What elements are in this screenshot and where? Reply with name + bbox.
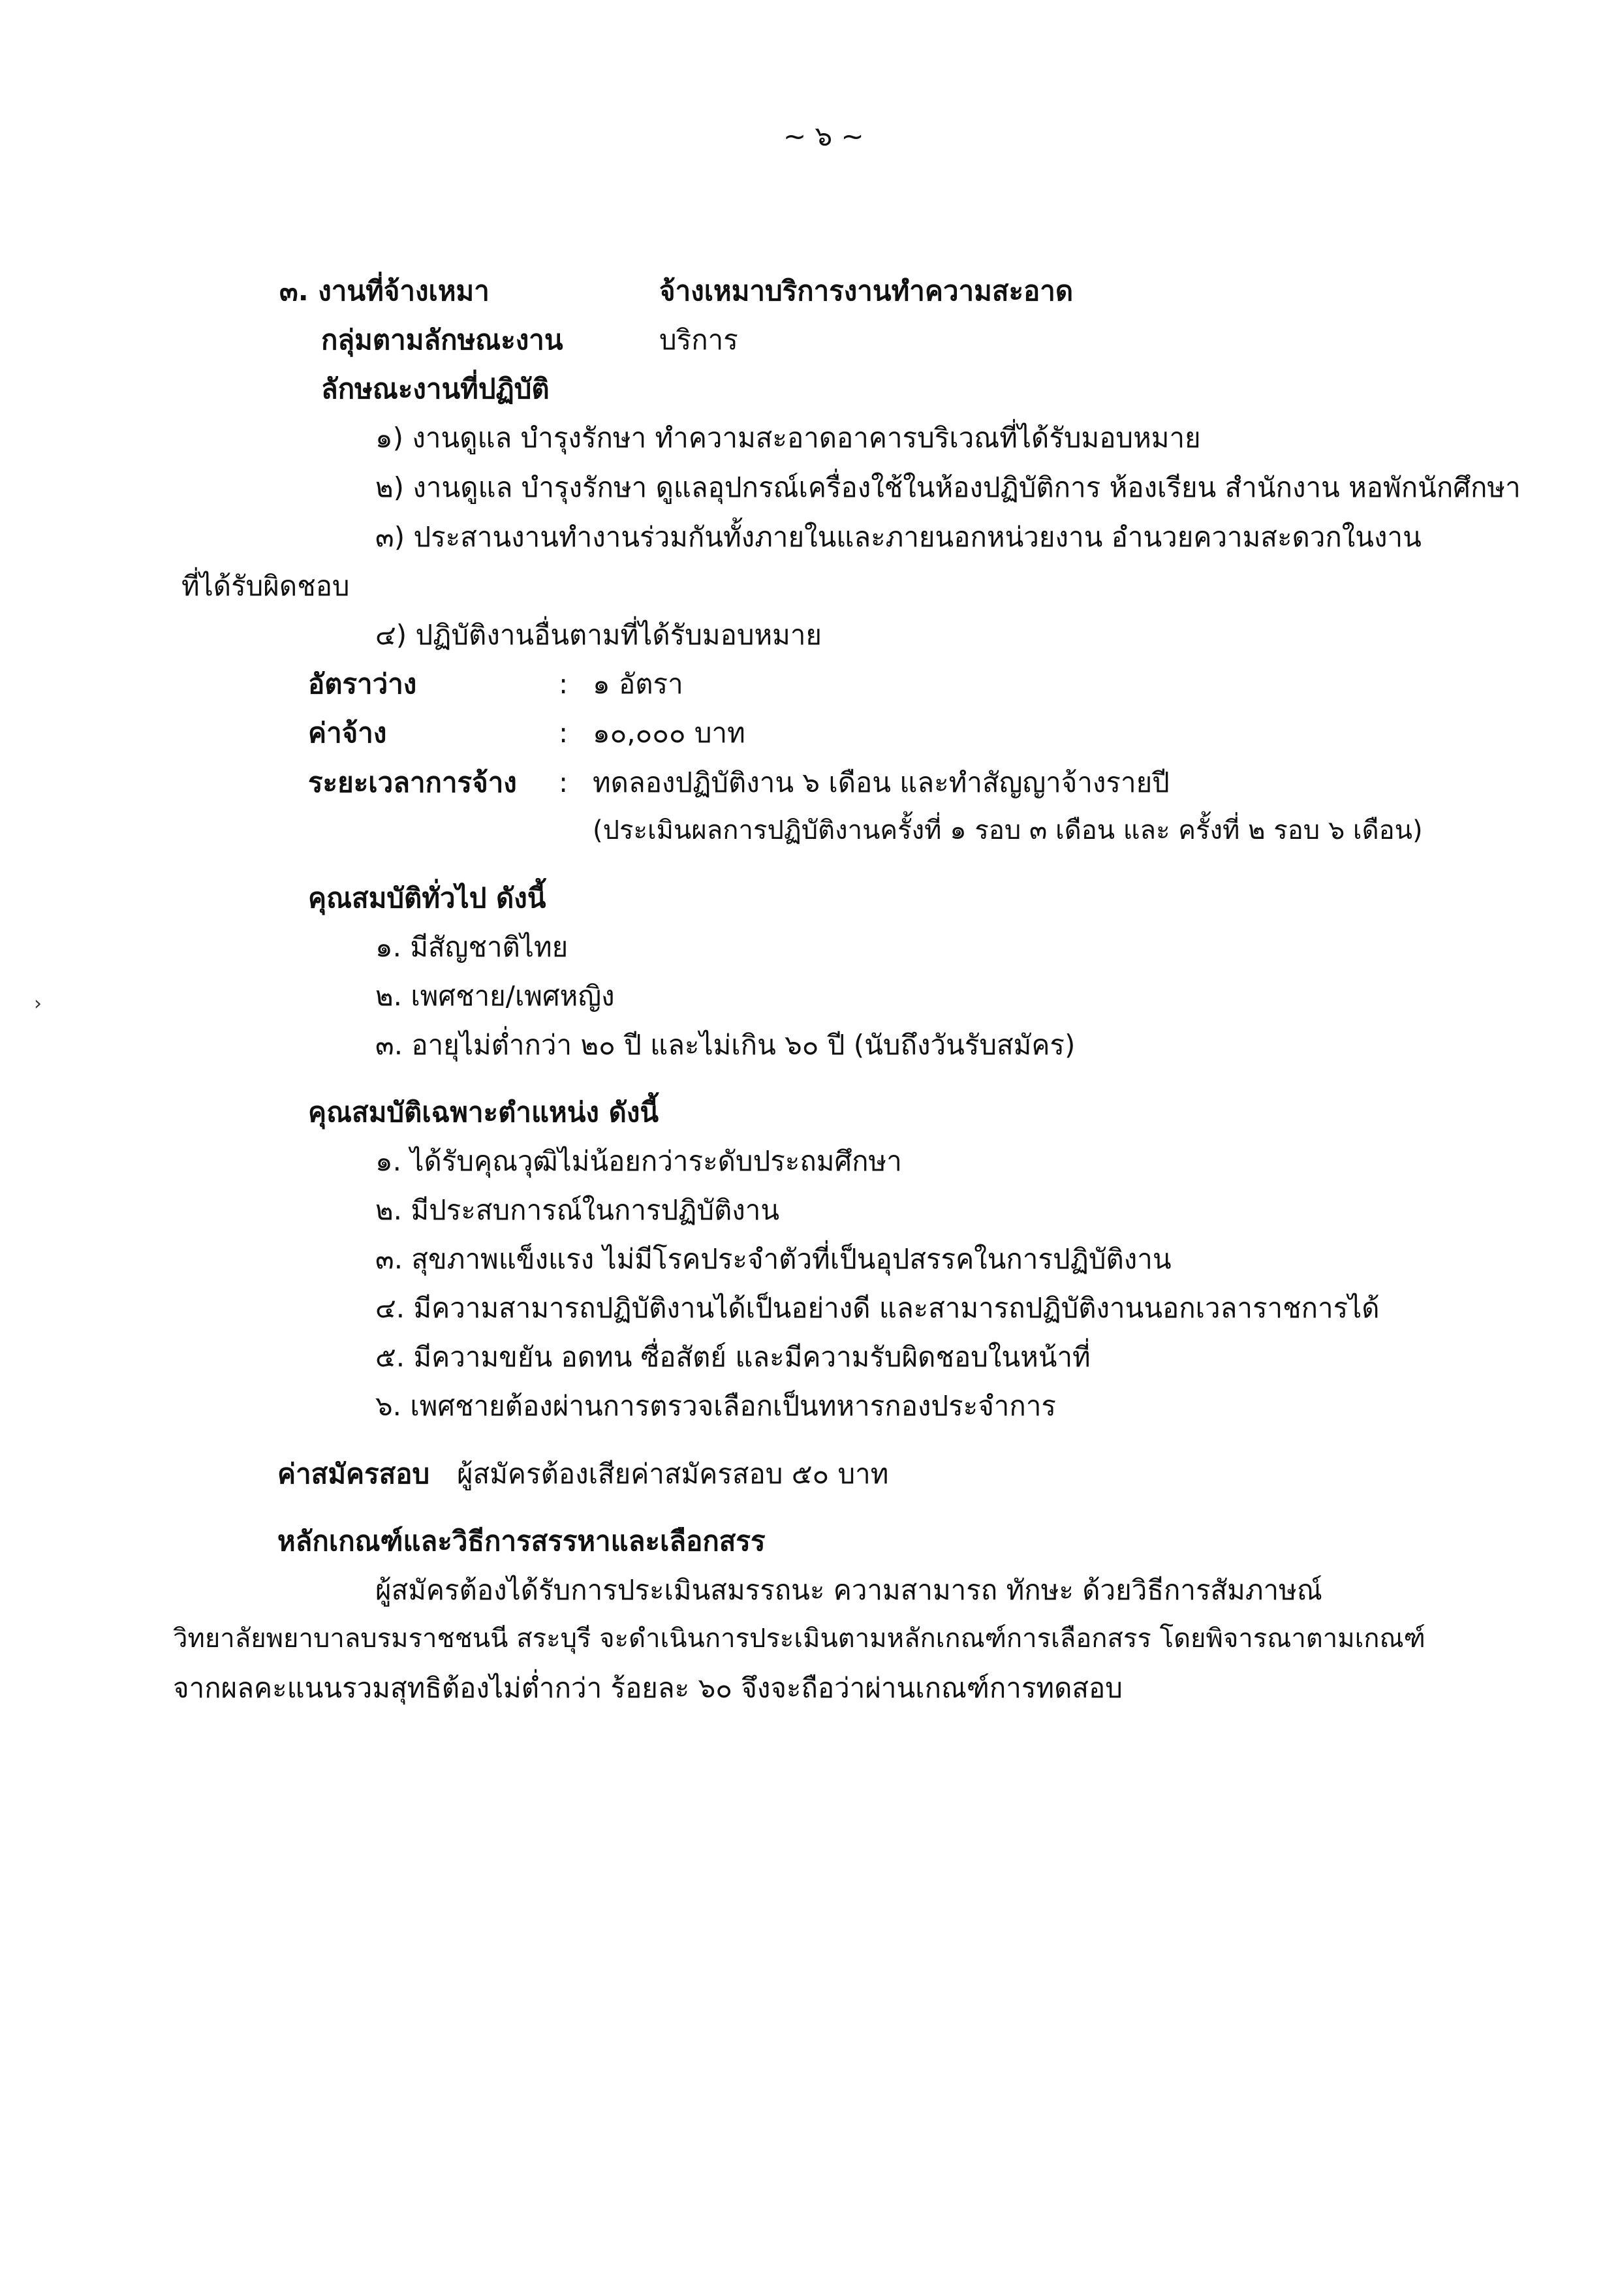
fee-text: ผู้สมัครต้องเสียค่าสมัครสอบ ๕๐ บาท (457, 1458, 889, 1490)
specific-qualification-2: ๒. มีประสบการณ์ในการปฏิบัติงาน (375, 1194, 780, 1226)
scan-speck-mark: › (34, 992, 42, 1015)
wage-label: ค่าจ้าง (308, 717, 387, 749)
general-qualification-2: ๒. เพศชาย/เพศหญิง (375, 980, 615, 1012)
general-qualification-1: ๑. มีสัญชาติไทย (375, 931, 569, 963)
vacancy-colon: : (559, 668, 569, 700)
selection-line-3: จากผลคะแนนรวมสุทธิต้องไม่ต่ำกว่า ร้อยละ ๖๐ จึงจะถือว่าผ่านเกณฑ์การทดสอบ (173, 1672, 1123, 1704)
duty-item-1: ๑) งานดูแล บำรุงรักษา ทำความสะอาดอาคารบริเวณที่ได้รับมอบหมาย (375, 422, 1201, 454)
period-label: ระยะเวลาการจ้าง (308, 766, 517, 798)
wage-colon: : (559, 717, 569, 749)
job-group-value: บริการ (659, 324, 738, 356)
specific-qualification-6: ๖. เพศชายต้องผ่านการตรวจเลือกเป็นทหารกองประจำการ (375, 1390, 1056, 1422)
duty-item-3: ๓) ประสานงานทำงานร่วมกันทั้งภายในและภายนอกหน่วยงาน อำนวยความสะดวกในงาน (375, 521, 1422, 553)
specific-qualification-1: ๑. ได้รับคุณวุฒิไม่น้อยกว่าระดับประถมศึกษา (375, 1145, 902, 1177)
job-title-label: ๓. งานที่จ้างเหมา (279, 275, 490, 307)
specific-qualifications-heading: คุณสมบัติเฉพาะตำแหน่ง ดังนี้ (308, 1096, 659, 1128)
selection-line-2: วิทยาลัยพยาบาลบรมราชชนนี สระบุรี จะดำเนินการประเมินตามหลักเกณฑ์การเลือกสรร โดยพิจารณาตามเกณฑ์ (173, 1624, 1425, 1654)
duty-item-3-continued: ที่ได้รับผิดชอบ (181, 570, 350, 602)
specific-qualification-4: ๔. มีความสามารถปฏิบัติงานได้เป็นอย่างดี และสามารถปฏิบัติงานนอกเวลาราชการได้ (375, 1292, 1380, 1324)
selection-heading: หลักเกณฑ์และวิธีการสรรหาและเลือกสรร (277, 1525, 766, 1557)
specific-qualification-3: ๓. สุขภาพแข็งแรง ไม่มีโรคประจำตัวที่เป็นอุปสรรคในการปฏิบัติงาน (375, 1243, 1172, 1275)
page-number: ~ ๖ ~ (783, 120, 864, 152)
period-note: (ประเมินผลการปฏิบัติงานครั้งที่ ๑ รอบ ๓ เดือน และ ครั้งที่ ๒ รอบ ๖ เดือน) (593, 815, 1423, 845)
job-title-value: จ้างเหมาบริการงานทำความสะอาด (659, 275, 1074, 307)
period-value: ทดลองปฏิบัติงาน ๖ เดือน และทำสัญญาจ้างรายปี (593, 766, 1170, 798)
general-qualifications-heading: คุณสมบัติทั่วไป ดังนี้ (308, 882, 546, 914)
duty-item-4: ๔) ปฏิบัติงานอื่นตามที่ได้รับมอบหมาย (375, 619, 822, 651)
vacancy-label: อัตราว่าง (308, 668, 417, 700)
job-group-label: กลุ่มตามลักษณะงาน (321, 324, 563, 356)
fee-label: ค่าสมัครสอบ (277, 1458, 430, 1490)
period-colon: : (559, 766, 569, 798)
general-qualification-3: ๓. อายุไม่ต่ำกว่า ๒๐ ปี และไม่เกิน ๖๐ ปี (นับถึงวันรับสมัคร) (375, 1029, 1076, 1061)
specific-qualification-5: ๕. มีความขยัน อดทน ซื่อสัตย์ และมีความรับผิดชอบในหน้าที่ (375, 1341, 1091, 1373)
wage-value: ๑๐,๐๐๐ บาท (593, 717, 745, 749)
vacancy-value: ๑ อัตรา (593, 668, 683, 700)
duties-heading: ลักษณะงานที่ปฏิบัติ (321, 373, 550, 405)
selection-line-1: ผู้สมัครต้องได้รับการประเมินสมรรถนะ ความสามารถ ทักษะ ด้วยวิธีการสัมภาษณ์ (375, 1574, 1322, 1606)
duty-item-2: ๒) งานดูแล บำรุงรักษา ดูแลอุปกรณ์เครื่องใช้ในห้องปฏิบัติการ ห้องเรียน สำนักงาน หอพักนักศึกษา (375, 471, 1521, 503)
